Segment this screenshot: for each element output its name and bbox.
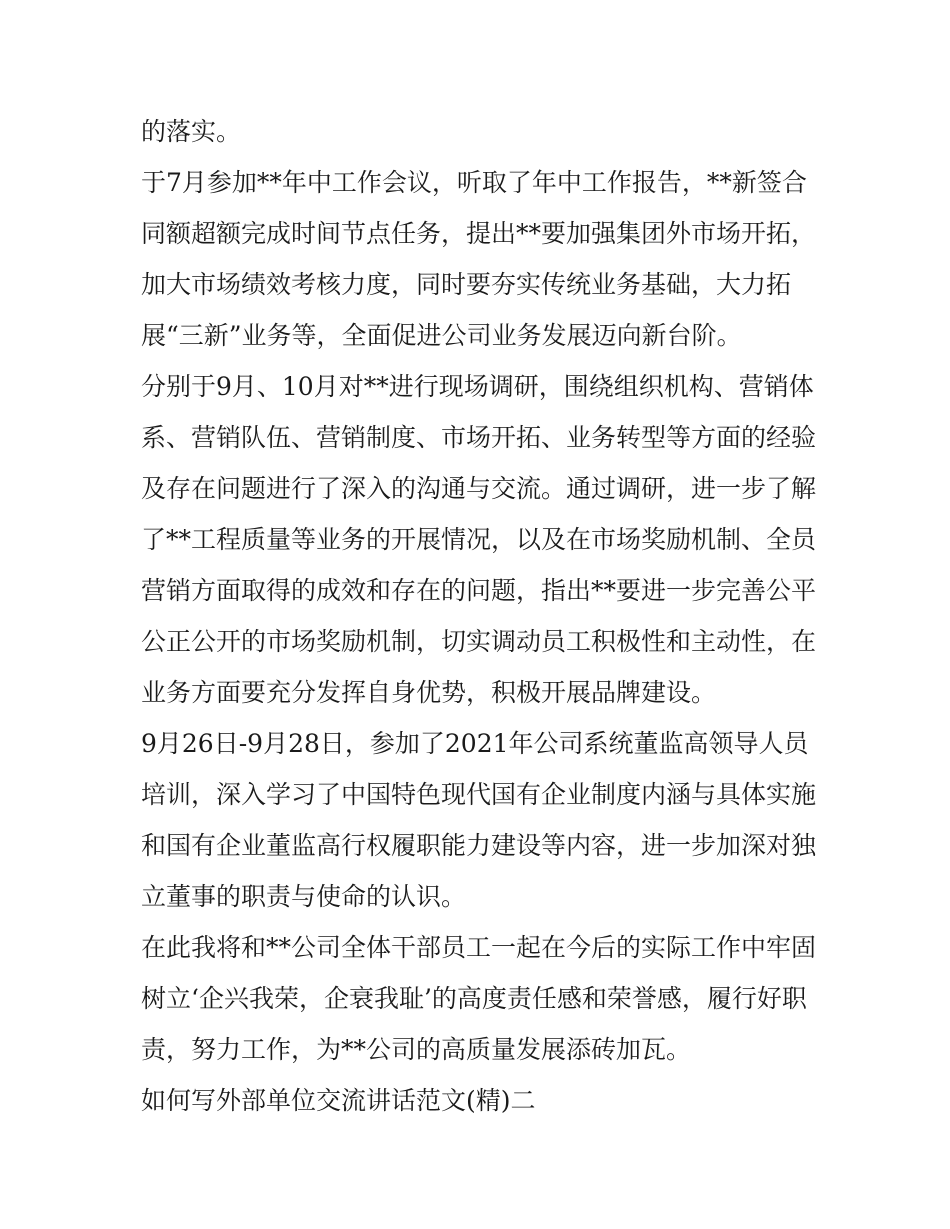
text-line: 系、营销队伍、营销制度、市场开拓、业务转型等方面的经验 bbox=[141, 423, 817, 452]
text-line: 分别于9月、10月对**进行现场调研，围绕组织机构、营销体 bbox=[141, 372, 814, 401]
text-line: 责，努力工作，为**公司的高质量发展添砖加瓦。 bbox=[141, 1035, 692, 1064]
text-line: 了**工程质量等业务的开展情况，以及在市场奖励机制、全员 bbox=[141, 525, 817, 554]
paragraph-2 bbox=[141, 157, 821, 361]
text-line: 加大市场绩效考核力度，同时要夯实传统业务基础，大力拓 bbox=[141, 270, 792, 299]
heading-line: 如何写外部单位交流讲话范文(精)二 bbox=[141, 1086, 536, 1115]
text-line: 9月26日-9月28日，参加了2021年公司系统董监高领导人员 bbox=[141, 729, 809, 758]
paragraph-5 bbox=[141, 922, 821, 1075]
paragraph-4 bbox=[141, 718, 821, 922]
paragraph-1 bbox=[141, 106, 821, 157]
text-line: 于7月参加**年中工作会议，听取了年中工作报告，**新签合 bbox=[141, 168, 807, 197]
text-line: 树立‘企兴我荣，企衰我耻’的高度责任感和荣誉感，履行好职 bbox=[141, 984, 807, 1013]
paragraph-3 bbox=[141, 361, 821, 718]
text-line: 在此我将和**公司全体干部员工一起在今后的实际工作中牢固 bbox=[141, 933, 817, 962]
text-line: 的落实。 bbox=[141, 117, 242, 146]
section-heading bbox=[141, 1075, 821, 1126]
text-line: 同额超额完成时间节点任务，提出**要加强集团外市场开拓， bbox=[141, 219, 817, 248]
text-line: 培训，深入学习了中国特色现代国有企业制度内涵与具体实施 bbox=[141, 780, 817, 809]
text-line: 展“三新”业务等，全面促进公司业务发展迈向新台阶。 bbox=[141, 321, 742, 350]
text-line: 营销方面取得的成效和存在的问题，指出**要进一步完善公平 bbox=[141, 576, 817, 605]
text-line: 及存在问题进行了深入的沟通与交流。通过调研，进一步了解 bbox=[141, 474, 817, 503]
text-line: 和国有企业董监高行权履职能力建设等内容，进一步加深对独 bbox=[141, 831, 817, 860]
text-line: 公正公开的市场奖励机制，切实调动员工积极性和主动性，在 bbox=[141, 627, 817, 656]
text-line: 业务方面要充分发挥自身优势，积极开展品牌建设。 bbox=[141, 678, 717, 707]
text-line: 立董事的职责与使命的认识。 bbox=[141, 882, 467, 911]
document-body bbox=[141, 106, 821, 1126]
